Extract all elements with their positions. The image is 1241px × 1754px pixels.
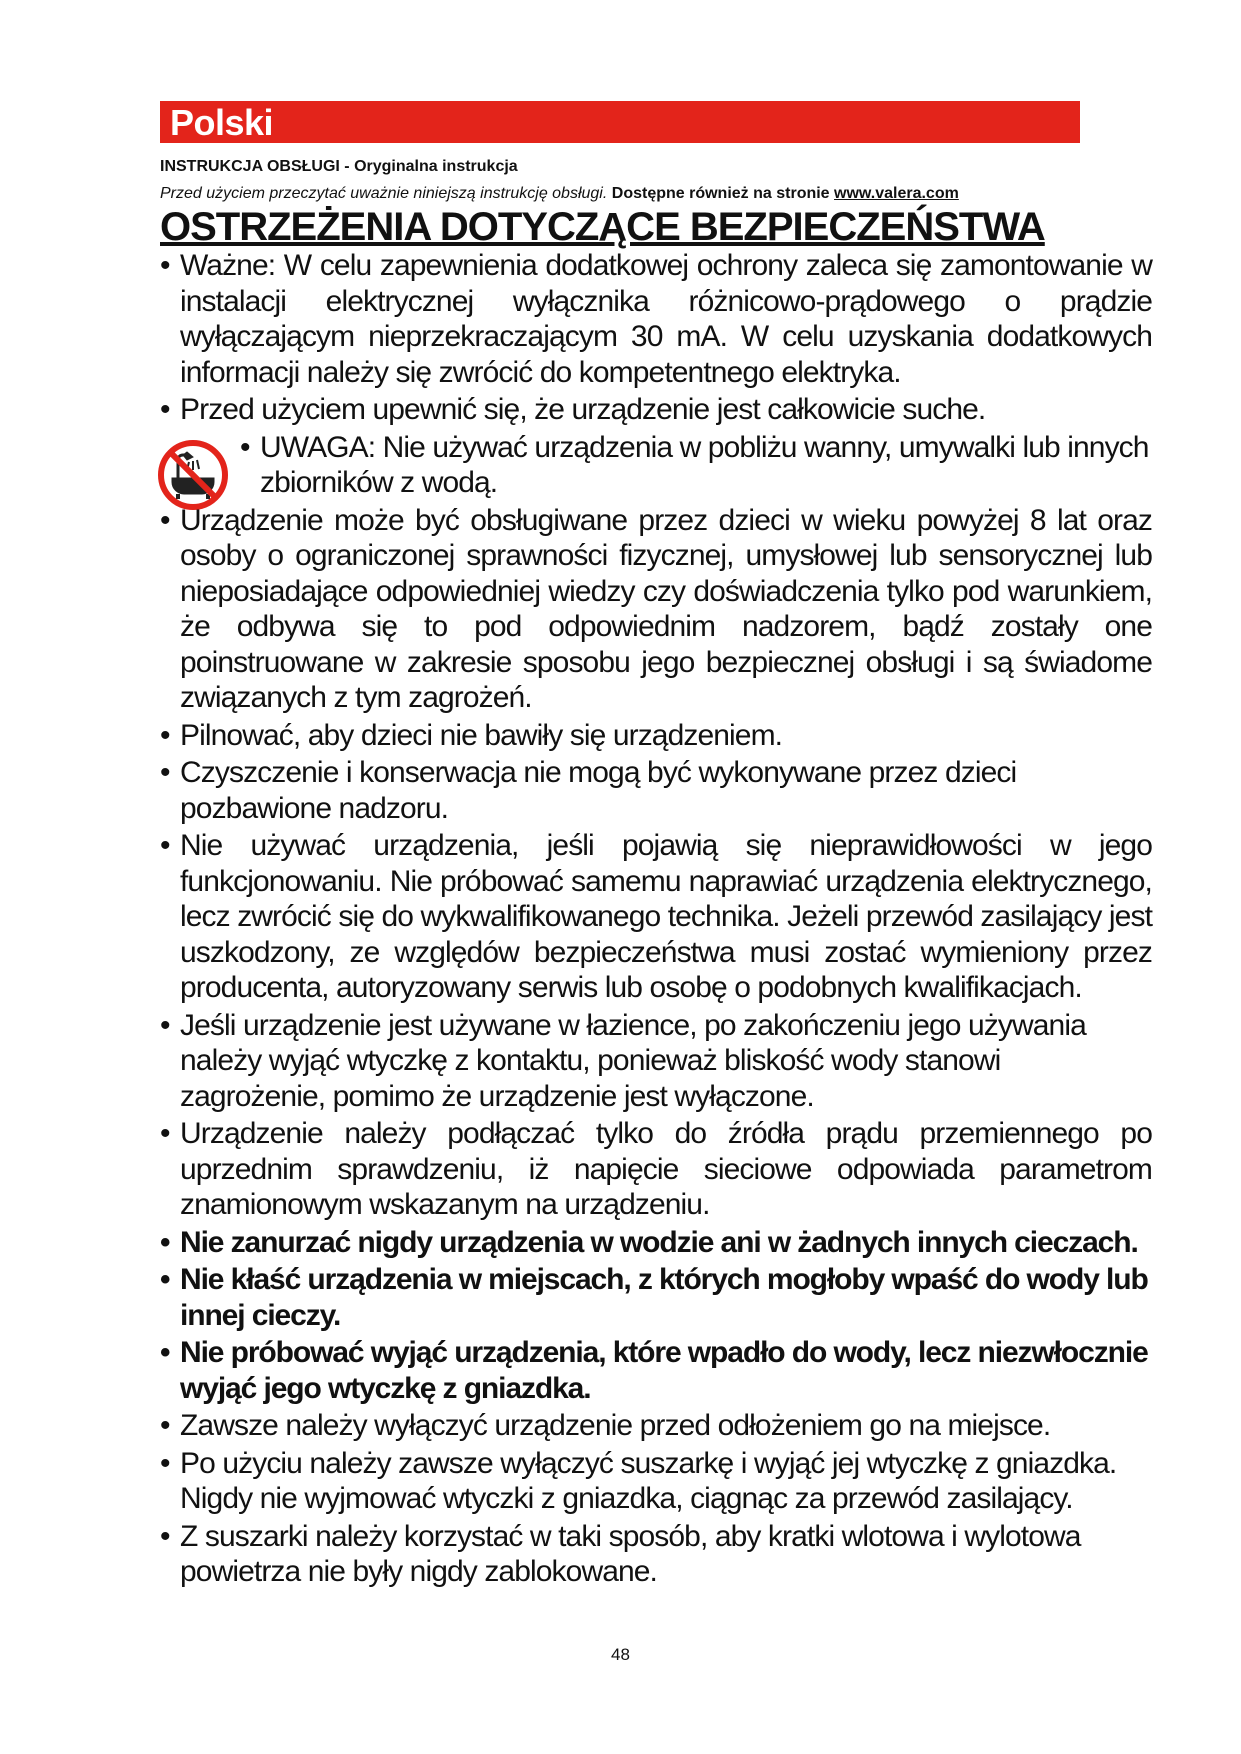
read-instructions-note (160, 185, 959, 203)
page-number: 48 (611, 1645, 630, 1664)
warning-item-bathtub (240, 430, 1160, 501)
language-label: Polski (170, 102, 274, 143)
note-bold: Dostępne również na stronie (611, 185, 830, 202)
section-title: OSTRZEŻENIA DOTYCZĄCE BEZPIECZEŃSTWA (160, 205, 1045, 249)
website-link[interactable]: www.valera.com (834, 185, 959, 202)
warning-item: • Ważne: W celu zapewnienia dodatkowej ochrony zaleca się zamontowanie w instalacji elektrycznej wyłącznika różnicowo-prądowego o prądzie wyłączającym nieprzekraczającym 30 mA. W celu uzyskania dodatkowych informacji należy się zwrócić do kompetentnego elektryka. (160, 248, 1152, 390)
warning-item-bold: • Nie próbować wyjąć urządzenia, które wpadło do wody, lecz niezwłocznie wyjąć jego wtyczkę z gniazdka. (160, 1335, 1152, 1406)
warning-item: • Czyszczenie i konserwacja nie mogą być wykonywane przez dzieci pozbawione nadzoru. (160, 755, 1152, 826)
warning-item: • Nie używać urządzenia, jeśli pojawią się nieprawidłowości w jego funkcjonowaniu. Nie próbować samemu naprawiać urządzenia elektrycznego, lecz zwrócić się do wykwalifikowanego technika. Jeżeli przewód zasilający jest uszkodzony, ze względów bezpieczeństwa musi zostać wymieniony przez producenta, autoryzowany serwis lub osobę o podobnych kwalifikacjach. (160, 828, 1152, 1006)
warning-item: • Po użyciu należy zawsze wyłączyć suszarkę i wyjąć jej wtyczkę z gniazdka. Nigdy nie wyjmować wtyczki z gniazdka, ciągnąc za przewód zasilający. (160, 1446, 1152, 1517)
warning-item: • Przed użyciem upewnić się, że urządzenie jest całkowicie suche. (160, 392, 1152, 428)
warning-item: • Urządzenie należy podłączać tylko do źródła prądu przemiennego po uprzednim sprawdzeniu, iż napięcie sieciowe odpowiada parametrom znamionowym wskazanym na urządzeniu. (160, 1116, 1152, 1223)
warning-item: • Zawsze należy wyłączyć urządzenie przed odłożeniem go na miejsce. (160, 1408, 1152, 1444)
warning-item: • Urządzenie może być obsługiwane przez dzieci w wieku powyżej 8 lat oraz osoby o ograniczonej sprawności fizycznej, umysłowej lub sensorycznej lub nieposiadające odpowiedniej wiedzy czy doświadczenia tylko pod warunkiem, że odbywa się to pod odpowiednim nadzorem, bądź zostały one poinstruowane w zakresie sposobu jego bezpiecznej obsługi i są świadome związanych z tym zagrożeń. (160, 503, 1152, 716)
warning-item: • Pilnować, aby dzieci nie bawiły się urządzeniem. (160, 718, 1152, 754)
warning-item: • Jeśli urządzenie jest używane w łazience, po zakończeniu jego używania należy wyjąć wtyczkę z kontaktu, ponieważ bliskość wody stanowi zagrożenie, pomimo że urządzenie jest wyłączone. (160, 1008, 1152, 1115)
note-italic: Przed użyciem przeczytać uważnie niniejszą instrukcję obsługi. (160, 185, 608, 202)
warning-item-bold: • Nie kłaść urządzenia w miejscach, z których mogłoby wpaść do wody lub innej cieczy. (160, 1262, 1152, 1333)
manual-subtitle: INSTRUKCJA OBSŁUGI - Oryginalna instrukcja (160, 158, 518, 175)
warning-text: • UWAGA: Nie używać urządzenia w pobliżu wanny, umywalki lub innych zbiorników z wodą. (260, 430, 1149, 499)
safety-warnings-list (160, 248, 1152, 1592)
language-bar (160, 101, 1080, 143)
warning-item-bold: • Nie zanurzać nigdy urządzenia w wodzie ani w żadnych innych cieczach. (160, 1225, 1152, 1261)
warning-item: • Z suszarki należy korzystać w taki sposób, aby kratki wlotowa i wylotowa powietrza nie były nigdy zablokowane. (160, 1519, 1152, 1590)
